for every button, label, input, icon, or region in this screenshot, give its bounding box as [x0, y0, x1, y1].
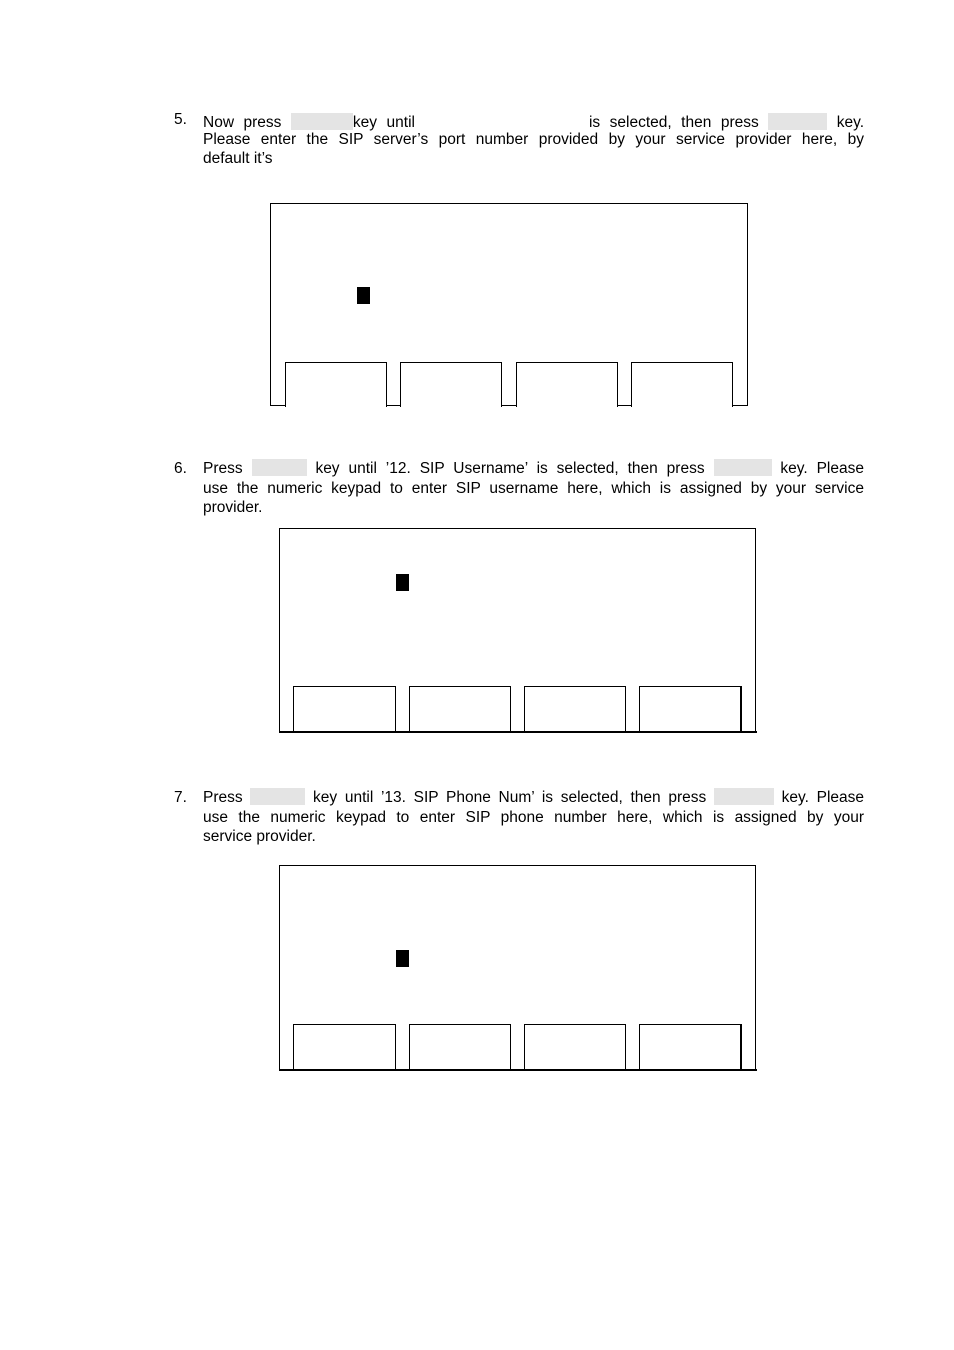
softkey-4[interactable] — [639, 686, 742, 731]
phone-lcd-screen — [279, 528, 756, 731]
softkey-2[interactable] — [400, 362, 502, 407]
softkey-4[interactable] — [639, 1024, 742, 1069]
step-line: Press key until ’12. SIP Username’ is selected, then press key. Please — [203, 460, 864, 477]
key-placeholder — [714, 459, 772, 476]
step-line: Press key until ’13. SIP Phone Num’ is selected, then press key. Please — [203, 789, 865, 806]
phone-lcd-screen — [279, 865, 756, 1069]
phone-lcd-screen — [270, 203, 748, 406]
step-line: default it’s — [203, 150, 273, 167]
screen-bottom-border — [279, 731, 757, 733]
text-cursor-block-icon — [357, 287, 370, 304]
step-number: 5. — [174, 111, 187, 128]
softkey-2[interactable] — [409, 686, 511, 731]
softkey-1[interactable] — [293, 1024, 396, 1069]
softkey-2[interactable] — [409, 1024, 511, 1069]
text-cursor-block-icon — [396, 574, 409, 591]
step-number: 6. — [174, 460, 187, 477]
step-line: provider. — [203, 499, 263, 516]
step-text — [203, 110, 864, 169]
key-placeholder — [291, 113, 353, 130]
screen-bottom-border — [279, 1069, 757, 1071]
softkey-3[interactable] — [524, 686, 626, 731]
blank-gap — [424, 110, 579, 127]
softkey-3[interactable] — [516, 362, 618, 407]
softkey-1[interactable] — [285, 362, 387, 407]
step-line: Please enter the SIP server’s port number provided by your service provider here, by — [203, 130, 864, 148]
step-line: Now press key until is selected, then press key. — [203, 110, 864, 130]
step-line: use the numeric keypad to enter SIP phone number here, which is assigned by your — [203, 808, 864, 826]
text-cursor-block-icon — [396, 950, 409, 967]
softkey-4[interactable] — [631, 362, 733, 407]
step-line: use the numeric keypad to enter SIP username here, which is assigned by your service — [203, 479, 864, 497]
softkey-1[interactable] — [293, 686, 396, 731]
step-text — [203, 788, 864, 847]
step-text — [203, 459, 864, 518]
key-placeholder — [714, 788, 774, 805]
step-line: service provider. — [203, 828, 316, 845]
key-placeholder — [252, 459, 307, 476]
key-placeholder — [250, 788, 305, 805]
step-number: 7. — [174, 789, 187, 806]
softkey-3[interactable] — [524, 1024, 626, 1069]
key-placeholder — [768, 113, 827, 130]
